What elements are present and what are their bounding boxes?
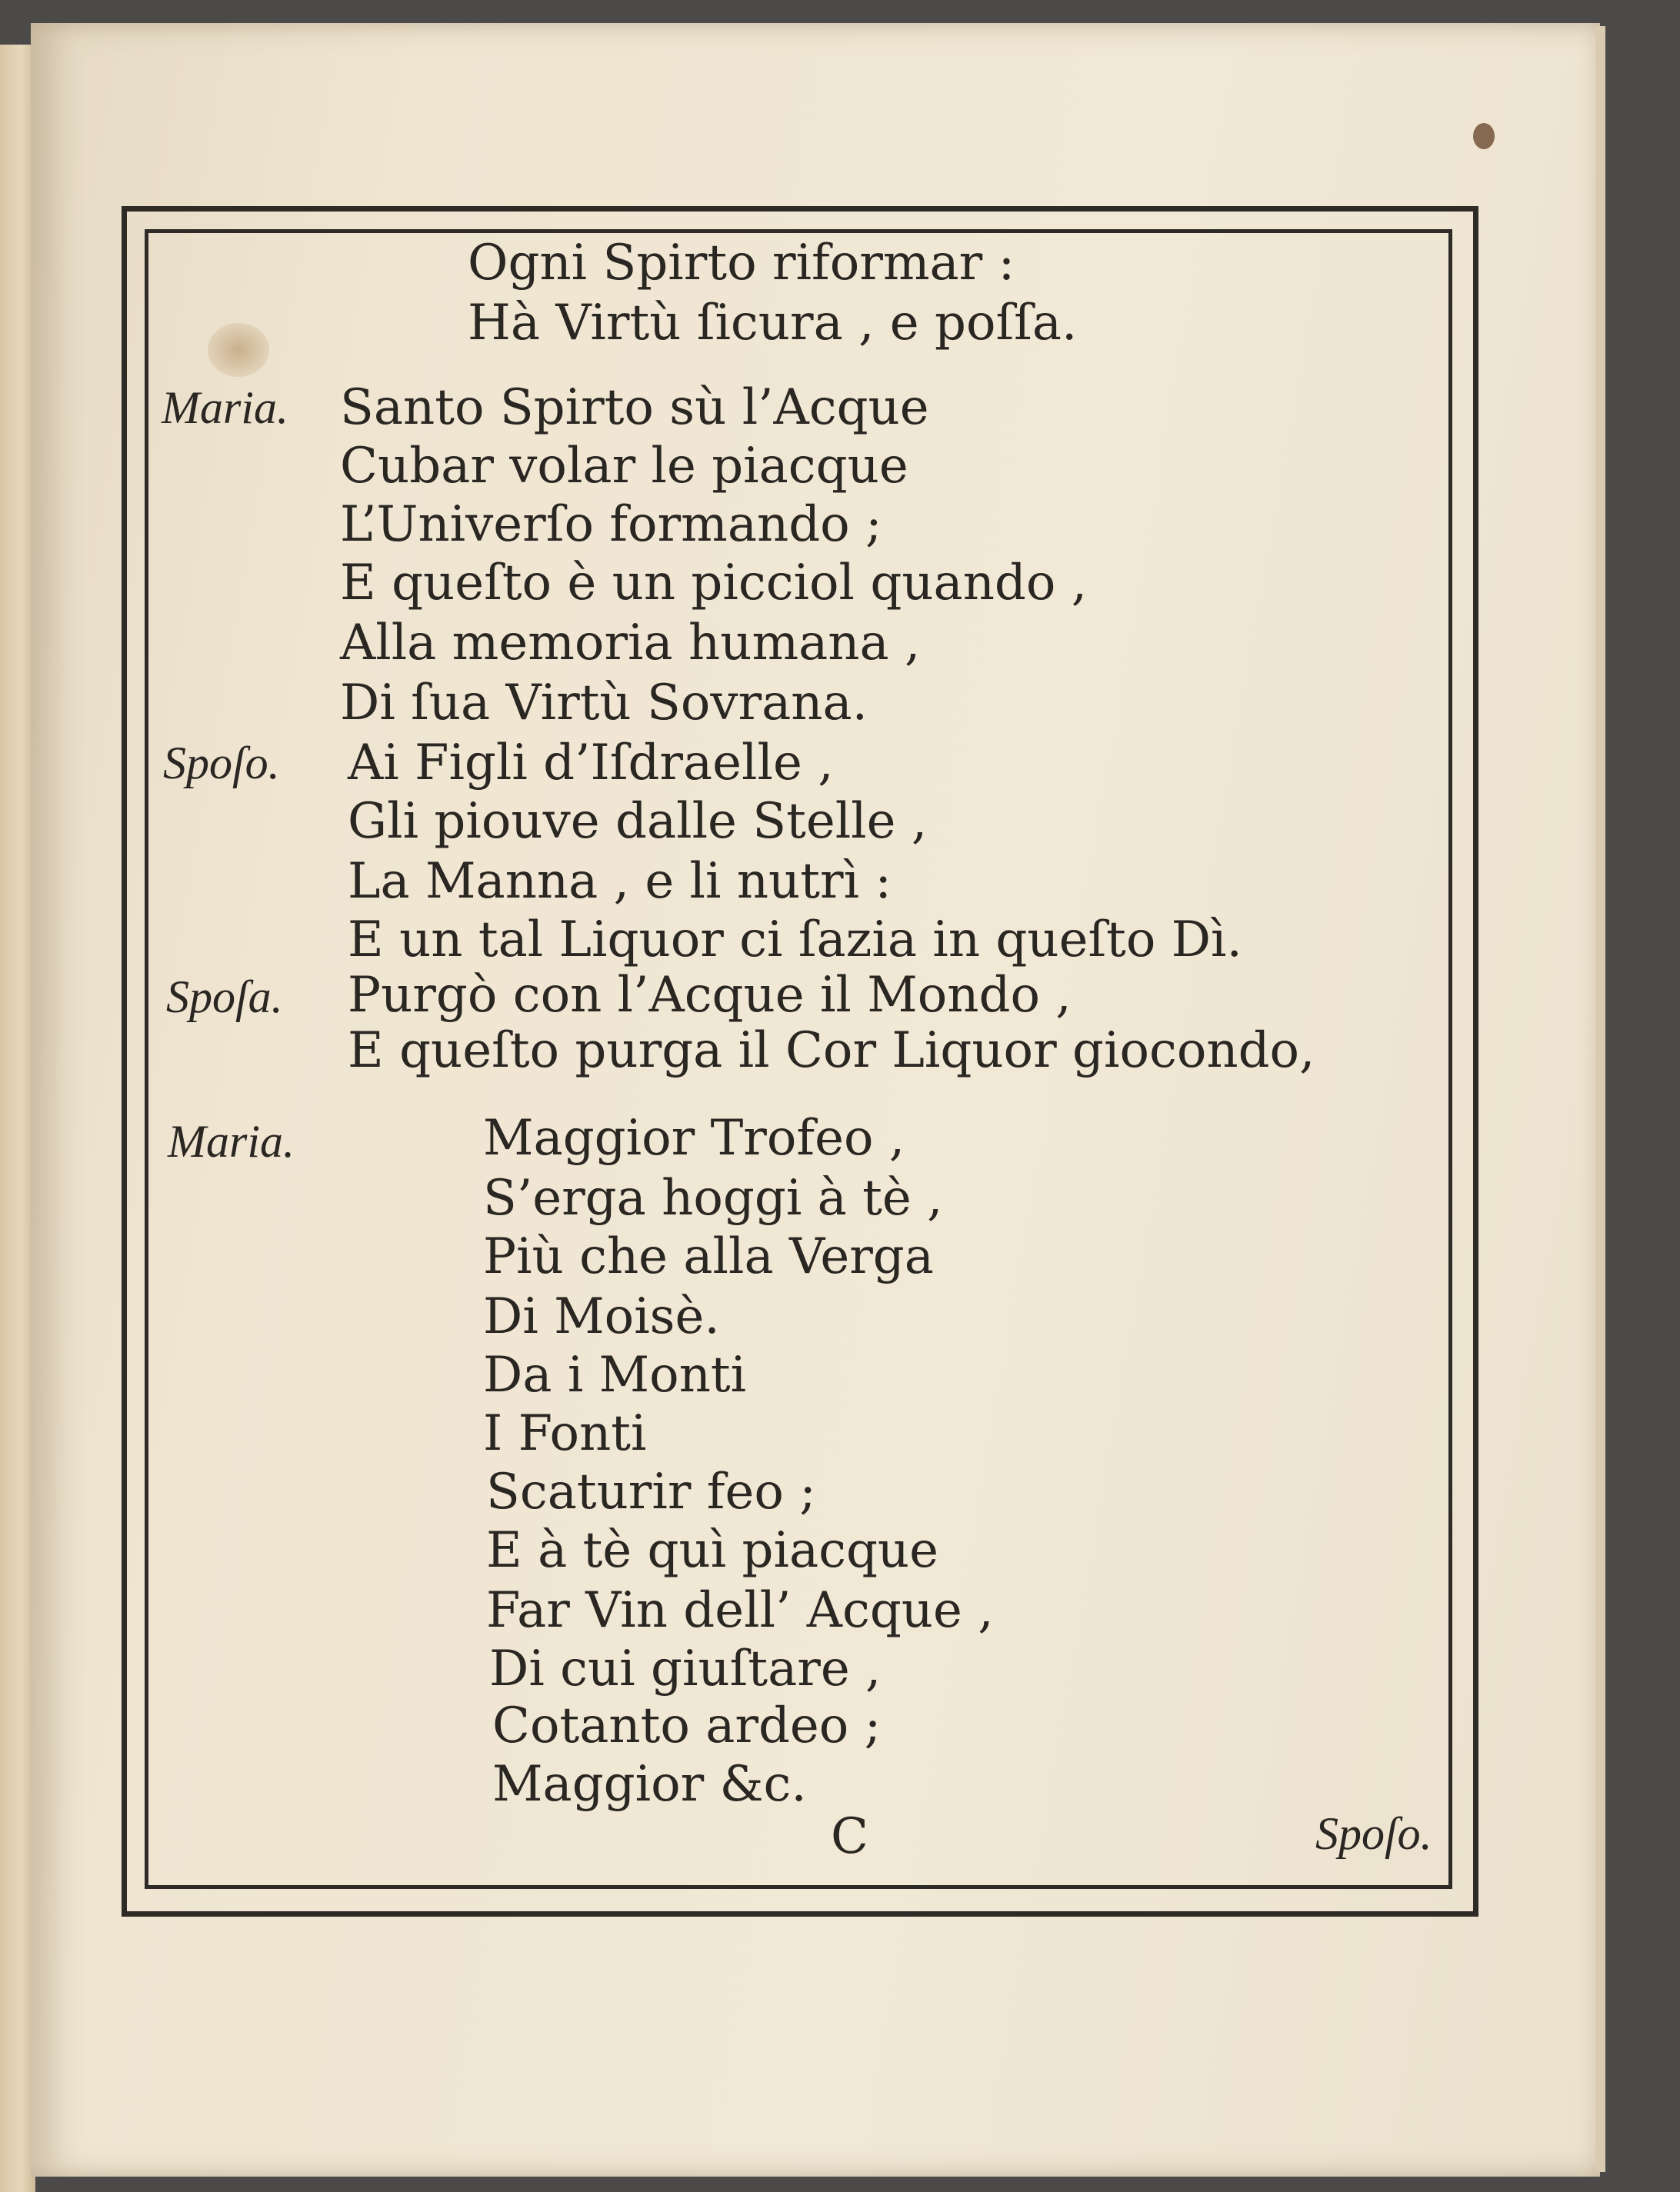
verse-line: Da i Monti — [483, 1347, 747, 1404]
ink-spot — [1473, 123, 1495, 149]
verse-line: Maggior Trofeo , — [483, 1110, 905, 1167]
verse-line: Gli piouve dalle Stelle , — [348, 793, 928, 850]
verse-line: Alla memoria humana , — [340, 615, 921, 671]
signature-mark: C — [831, 1808, 868, 1865]
verse-line: E queſto purga il Cor Liquor giocondo, — [348, 1022, 1315, 1079]
verse-line: Di cui giuſtare , — [489, 1641, 882, 1697]
verse-line: Ai Figli d’Iſdraelle , — [348, 735, 834, 791]
verse-line: E à tè quì piacque — [486, 1522, 938, 1579]
catchword: Spoſo. — [1315, 1808, 1432, 1859]
verse-line: Cotanto ardeo ; — [492, 1697, 882, 1754]
verse-line: Cubar volar le piacque — [340, 438, 908, 495]
verse-line: Maggior &c. — [492, 1756, 807, 1813]
verse-line: E queſto è un picciol quando , — [340, 555, 1088, 611]
verse-line: Santo Spirto sù l’Acque — [340, 379, 929, 436]
verse-line: Far Vin dell’ Acque , — [486, 1582, 994, 1639]
verse-line: Scaturir feo ; — [486, 1464, 816, 1521]
page-edge — [1596, 26, 1605, 2172]
verse-line: L’Univerſo formando ; — [340, 496, 882, 553]
verse-line: I Fonti — [483, 1405, 647, 1462]
verse-line: Ogni Spirto riformar : — [468, 235, 1015, 291]
verse-line: Di ſua Virtù Sovrana. — [340, 675, 868, 731]
verse-line: S’erga hoggi à tè , — [483, 1170, 943, 1227]
speaker-label: Spoſo. — [163, 738, 280, 788]
verse-line: Hà Virtù ſicura , e poſſa. — [468, 295, 1078, 351]
verse-line: Purgò con l’Acque il Mondo , — [348, 967, 1072, 1024]
speaker-label: Spoſa. — [166, 971, 283, 1022]
speaker-label: Maria. — [162, 382, 288, 433]
verse-line: E un tal Liquor ci ſazia in queſto Dì. — [348, 911, 1242, 968]
verse-line: Di Moisè. — [483, 1288, 720, 1345]
speaker-label: Maria. — [168, 1116, 295, 1167]
verse-line: La Manna , e li nutrì : — [348, 853, 892, 910]
verse-line: Più che alla Verga — [483, 1228, 934, 1285]
